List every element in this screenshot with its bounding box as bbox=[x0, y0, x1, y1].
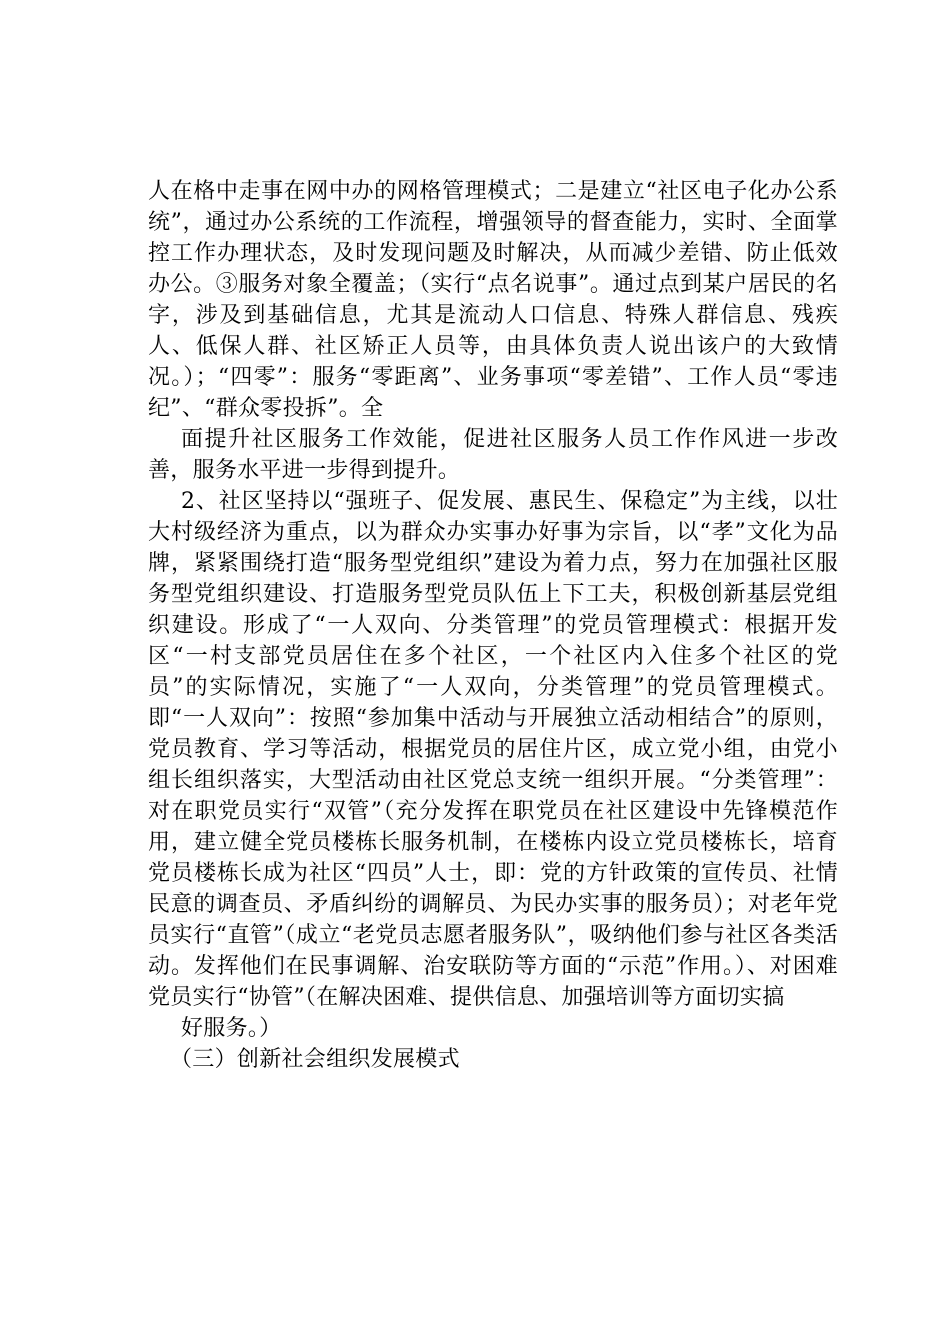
paragraph-grid-management: 人在格中走事在网中办的网格管理模式；二是建立“社区电子化办公系统”，通过办公系统的工作流程，增强领导的督查能力，实时、全面掌控工作办理状态，及时发现问题及时解决，从而减少差错、防止低效办公。③服务对象全覆盖；（实行“点名说事”。通过点到某户居民的名字，涉及到基础信息，尤其是流动人口信息、特殊人群信息、残疾人、低保人群、社区矫正人员等，由具体负责人说出该户的大致情况。）；“四零”：服务“零距离”、业务事项“零差错”、工作人员“零违纪”、“群众零投拆”。全 bbox=[148, 179, 838, 421]
document-body bbox=[148, 176, 838, 1075]
paragraph-service-efficiency: 面提升社区服务工作效能，促进社区服务人员工作作风进一步改善，服务水平进一步得到提升。 bbox=[148, 427, 838, 483]
paragraph-party-organization: 2、社区坚持以“强班子、促发展、惠民生、保稳定”为主线，以壮大村级经济为重点，以为群众办实事办好事为宗旨，以“孝”文化为品牌，紧紧围绕打造“服务型党组织”建设为着力点，努力在加强社区服务型党组织建设、打造服务型党员队伍上下工夫，积极创新基层党组织建设。形成了“一人双向、分类管理”的党员管理模式：根据开发区“一村支部党员居住在多个社区，一个社区内入住多个社区的党员”的实际情况，实施了“一人双向，分类管理”的党员管理模式。即“一人双向”：按照“参加集中活动与开展独立活动相结合”的原则，党员教育、学习等活动，根据党员的居住片区，成立党小组，由党小组长组织落实，大型活动由社区党总支统一组织开展。“分类管理”：对在职党员实行“双管”（充分发挥在职党员在社区建设中先锋模范作用，建立健全党员楼栋长服务机制，在楼栋内设立党员楼栋长，培育党员楼栋长成为社区“四员”人士，即：党的方针政策的宣传员、社情民意的调查员、矛盾纠纷的调解员、为民办实事的服务员）；对老年党员实行“直管”（成立“老党员志愿者服务队”，吸纳他们参与社区各类活动。发挥他们在民事调解、治安联防等方面的“示范”作用。）、对困难党员实行“协管”（在解决困难、提供信息、加强培训等方面切实搞 bbox=[148, 489, 838, 1010]
section-heading-social-organization: （三）创新社会组织发展模式 bbox=[170, 1047, 460, 1072]
paragraph-good-service: 好服务。） bbox=[181, 1016, 282, 1041]
